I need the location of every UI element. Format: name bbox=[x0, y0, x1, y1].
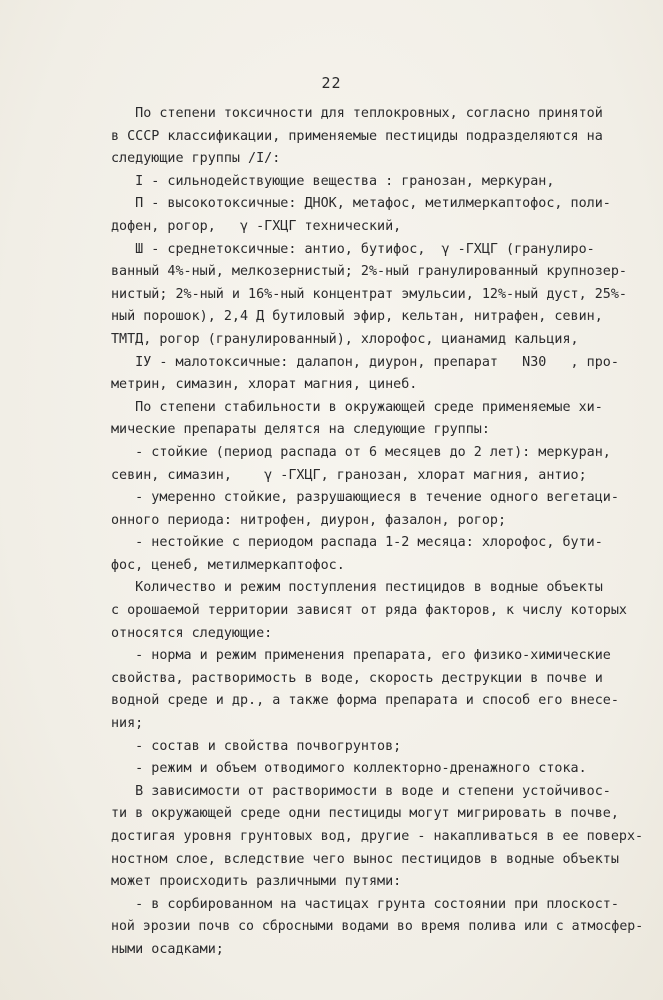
text-line: свойства, растворимость в воде, скорость деструкции в почве и bbox=[111, 670, 603, 686]
text-line: достигая уровня грунтовых вод, другие - накапливаться в ее поверх- bbox=[111, 829, 644, 844]
text-line: в СССР классификации, применяемые пестициды подразделяются на bbox=[111, 128, 603, 144]
body-text bbox=[111, 103, 643, 962]
text-line: - норма и режим применения препарата, его физико-химические bbox=[111, 648, 611, 664]
text-line: мические препараты делятся на следующие группы: bbox=[111, 422, 490, 438]
text-line: водной среде и др., а также форма препарата и способ его внесе- bbox=[111, 693, 619, 709]
text-line: - состав и свойства почвогрунтов; bbox=[111, 738, 402, 754]
text-line: ния; bbox=[111, 716, 144, 732]
text-line: Количество и режим поступления пестицидов в водные объекты bbox=[111, 580, 603, 596]
text-line: По степени стабильности в окружающей среде применяемые хи- bbox=[111, 399, 603, 415]
text-line: ностном слое, вследствие чего вынос пестицидов в водные объекты bbox=[111, 851, 619, 867]
page-number: 22 bbox=[321, 74, 342, 92]
text-line: ный порошок), 2,4 Д бутиловый эфир, кельтан, нитрафен, севин, bbox=[111, 309, 603, 325]
text-line: ти в окружающей среде одни пестициды могут мигрировать в почве, bbox=[111, 806, 619, 822]
text-line: - стойкие (период распада от 6 месяцев до 2 лет): меркуран, bbox=[111, 444, 611, 460]
text-line: - нестойкие с периодом распада 1-2 месяца: хлорофос, бути- bbox=[111, 535, 603, 551]
text-line: ТМТД, рогор (гранулированный), хлорофос, цианамид кальция, bbox=[111, 331, 579, 347]
text-line: IУ - малотоксичные: далапон, диурон, препарат N30 , про- bbox=[111, 354, 619, 370]
text-line: метрин, симазин, хлорат магния, цинеб. bbox=[111, 377, 418, 393]
text-line: - умеренно стойкие, разрушающиеся в течение одного вегетаци- bbox=[111, 490, 619, 506]
text-line: - режим и объем отводимого коллекторно-дренажного стока. bbox=[111, 761, 587, 777]
text-line: может происходить различными путями: bbox=[111, 874, 402, 890]
text-line: относятся следующие: bbox=[111, 625, 273, 641]
text-line: Ш - среднетоксичные: антио, бутифос, γ -ГХЦГ (гранулиро- bbox=[111, 241, 595, 257]
text-line: с орошаемой территории зависят от ряда факторов, к числу которых bbox=[111, 603, 627, 619]
text-line: фос, ценеб, метилмеркаптофос. bbox=[111, 557, 345, 573]
text-line: - в сорбированном на частицах грунта состоянии при плоскост- bbox=[111, 896, 619, 912]
text-line: нистый; 2%-ный и 16%-ный концентрат эмульсии, 12%-ный дуст, 25%- bbox=[111, 286, 627, 302]
text-line: П - высокотоксичные: ДНОК, метафос, метилмеркаптофос, поли- bbox=[111, 196, 611, 212]
text-line: По степени токсичности для теплокровных, согласно принятой bbox=[111, 106, 603, 121]
text-line: В зависимости от растворимости в воде и степени устойчивос- bbox=[111, 783, 611, 799]
text-line: ванный 4%-ный, мелкозернистый; 2%-ный гранулированный крупнозер- bbox=[111, 264, 627, 280]
text-line: севин, симазин, γ -ГХЦГ, гранозан, хлорат магния, антио; bbox=[111, 467, 587, 483]
text-line: дофен, рогор, γ -ГХЦГ технический, bbox=[111, 218, 402, 234]
text-line: ными осадками; bbox=[111, 941, 224, 957]
text-line: I - сильнодействующие вещества : гранозан, меркуран, bbox=[111, 173, 555, 189]
text-line: онного периода: нитрофен, диурон, фазалон, рогор; bbox=[111, 512, 507, 528]
text-line: следующие группы /I/: bbox=[111, 151, 281, 167]
text-line: ной эрозии почв со сбросными водами во время полива или с атмосфер- bbox=[111, 919, 644, 935]
